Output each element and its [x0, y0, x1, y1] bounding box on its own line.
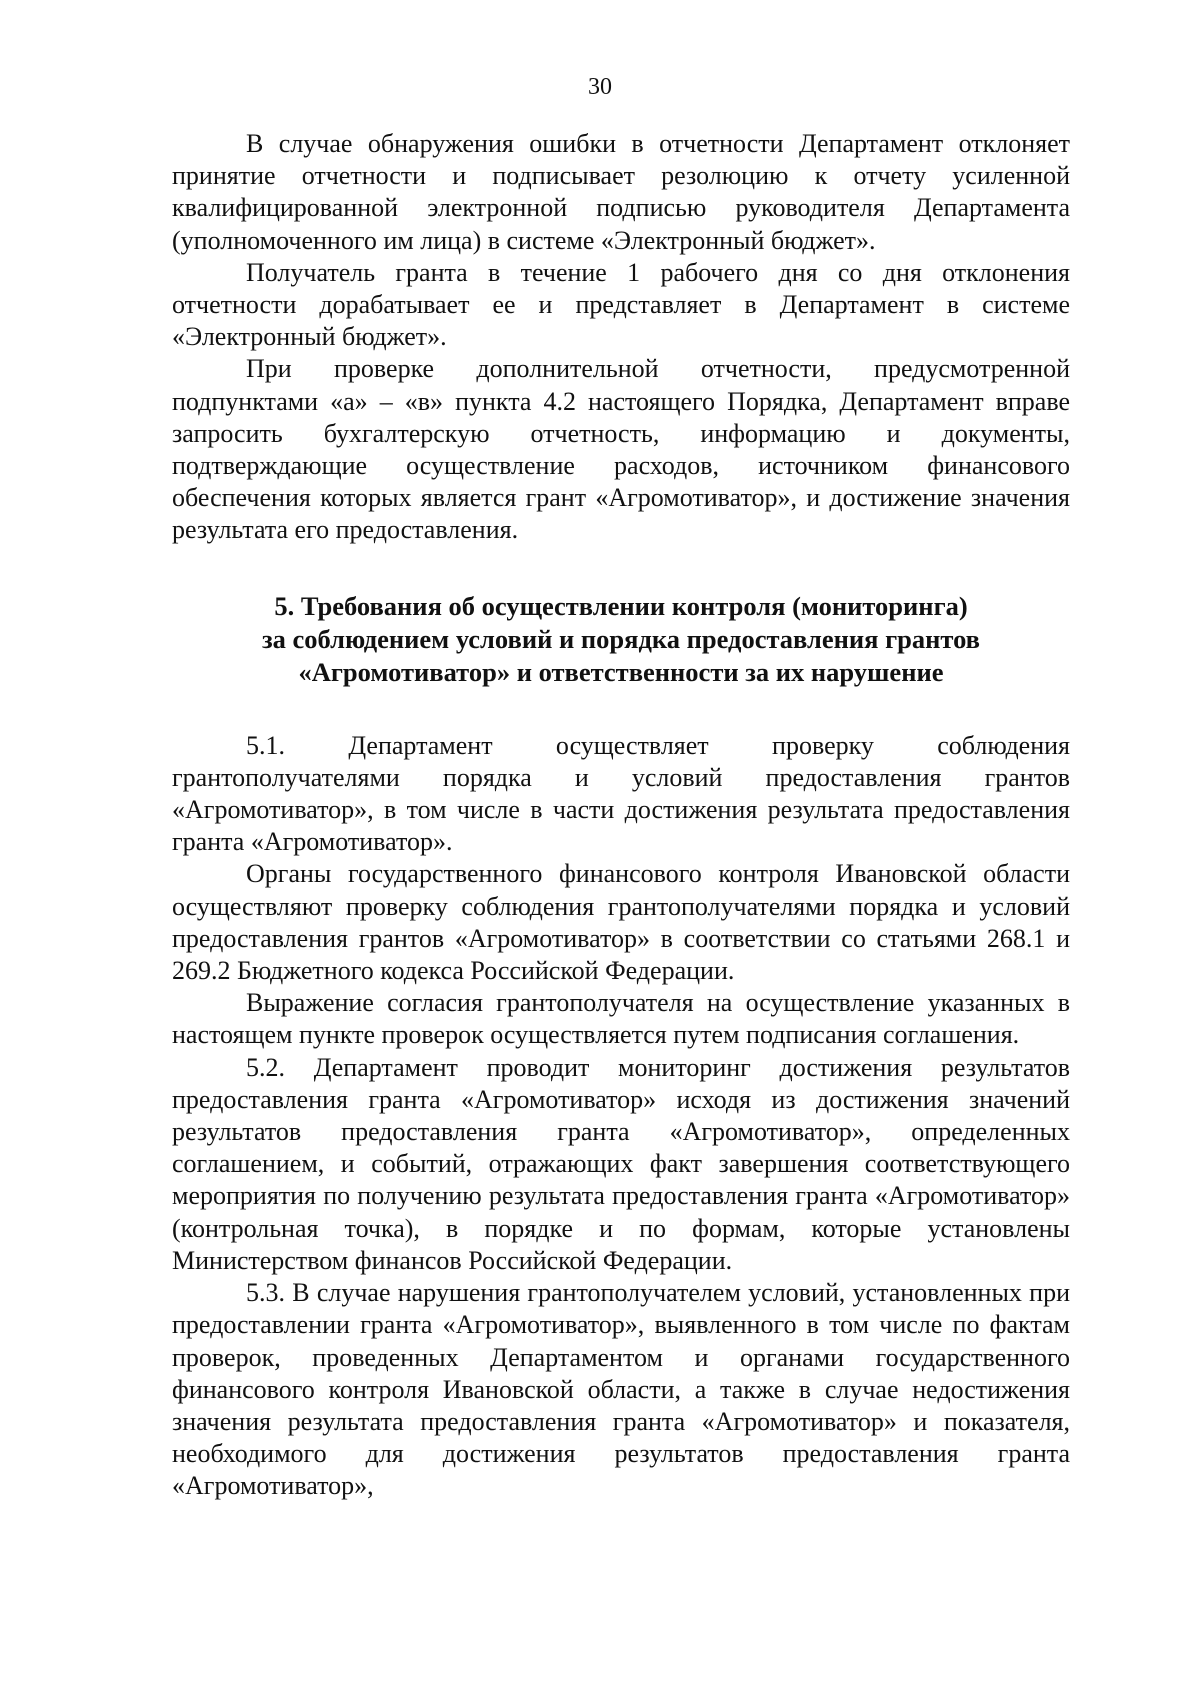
section-heading-line: 5. Требования об осуществлении контроля (мониторинга)	[274, 590, 968, 621]
paragraph-consent-to-checks: Выражение согласия грантополучателя на осуществление указанных в настоящем пункте проверок осуществляется путем подписания соглашения.	[172, 988, 1070, 1050]
paragraph-additional-reporting-check: При проверке дополнительной отчетности, предусмотренной подпунктами «а» – «в» пункта 4.2 настоящего Порядка, Департамент вправе запросить бухгалтерскую отчетность, информацию и документы, подтверждающие осуществление расходов, источником финансового обеспечения которых является грант «Агромотиватор», и достижение значения результата его предоставления.	[172, 354, 1070, 545]
section-5-heading	[172, 590, 1070, 689]
section-heading-line: за соблюдением условий и порядка предоставления грантов	[261, 623, 980, 654]
paragraph-error-rejection: В случае обнаружения ошибки в отчетности Департамент отклоняет принятие отчетности и подписывает резолюцию к отчету усиленной квалифицированной электронной подписью руководителя Департамента (уполномоченного им лица) в системе «Электронный бюджет».	[172, 129, 1070, 255]
paragraph-financial-control-bodies: Органы государственного финансового контроля Ивановской области осуществляют проверку соблюдения грантополучателями порядка и условий предоставления грантов «Агромотиватор» в соответствии со статьями 268.1 и 269.2 Бюджетного кодекса Российской Федерации.	[172, 859, 1070, 986]
paragraph-5-3: 5.3. В случае нарушения грантополучателем условий, установленных при предоставлении гранта «Агромотиватор», выявленного в том числе по фактам проверок, проведенных Департаментом и органами государственного финансового контроля Ивановской области, а также в случае недостижения значения результата предоставления гранта «Агромотиватор» и показателя, необходимого для достижения результатов предоставления гранта «Агромотиватор»,	[172, 1278, 1070, 1501]
document-body	[172, 128, 1070, 1503]
paragraph-grant-recipient-revision: Получатель гранта в течение 1 рабочего дня со дня отклонения отчетности дорабатывает ее и представляет в Департамент в системе «Электронный бюджет».	[172, 257, 1070, 352]
paragraph-5-2: 5.2. Департамент проводит мониторинг достижения результатов предоставления гранта «Агромотиватор» исходя из достижения значений результатов предоставления гранта «Агромотиватор», определенных соглашением, и событий, отражающих факт завершения соответствующего мероприятия по получению результата предоставления гранта «Агромотиватор» (контрольная точка), в порядке и по формам, которые установлены Министерством финансов Российской Федерации.	[172, 1052, 1070, 1275]
page-number: 30	[588, 74, 612, 100]
paragraph-5-1: 5.1. Департамент осуществляет проверку соблюдения грантополучателями порядка и условий предоставления грантов «Агромотиватор», в том числе в части достижения результата предоставления гранта «Агромотиватор».	[172, 730, 1070, 857]
section-heading-line: «Агромотиватор» и ответственности за их нарушение	[298, 656, 944, 687]
